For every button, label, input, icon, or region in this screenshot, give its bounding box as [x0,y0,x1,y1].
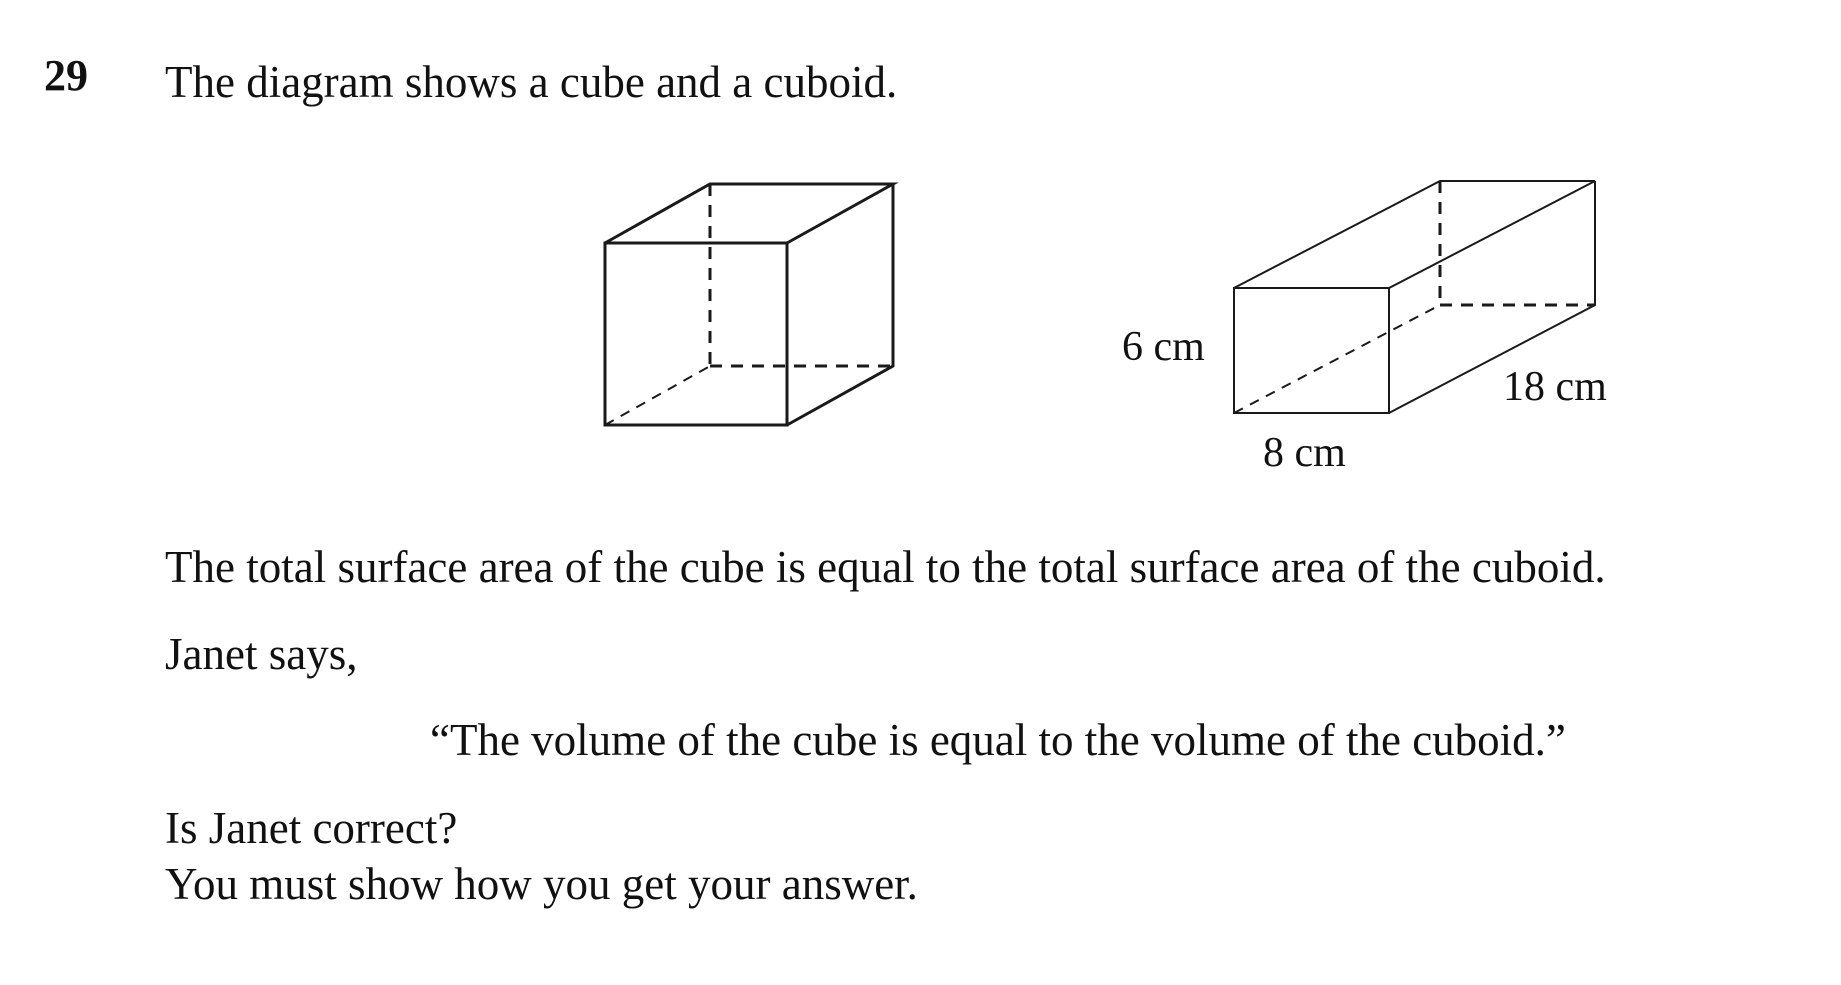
question-instruction: You must show how you get your answer. [165,859,918,909]
cube-top-edges [605,184,893,243]
cuboid-hidden-depth-edge [1234,305,1440,413]
cuboid-length-label: 18 cm [1503,364,1607,410]
cube-figure [605,184,893,425]
janet-quote: “The volume of the cube is equal to the volume of the cuboid.” [430,715,1566,765]
cube-hidden-depth-edge [605,366,710,425]
cuboid-right-edges [1389,181,1595,413]
cube-front-face [605,243,787,425]
cuboid-height-label: 6 cm [1122,324,1205,370]
question-intro: The diagram shows a cube and a cuboid. [165,57,898,107]
question-number: 29 [44,51,88,100]
cuboid-figure [1122,181,1607,476]
surface-area-statement: The total surface area of the cube is equal to the total surface area of the cuboid. [165,542,1606,592]
cuboid-width-label: 8 cm [1263,430,1346,476]
cuboid-front-face [1234,288,1389,413]
question-prompt: Is Janet correct? [165,803,458,853]
cube-right-edges [787,184,893,425]
cuboid-top-edges [1234,181,1595,288]
janet-says-label: Janet says, [165,629,358,679]
